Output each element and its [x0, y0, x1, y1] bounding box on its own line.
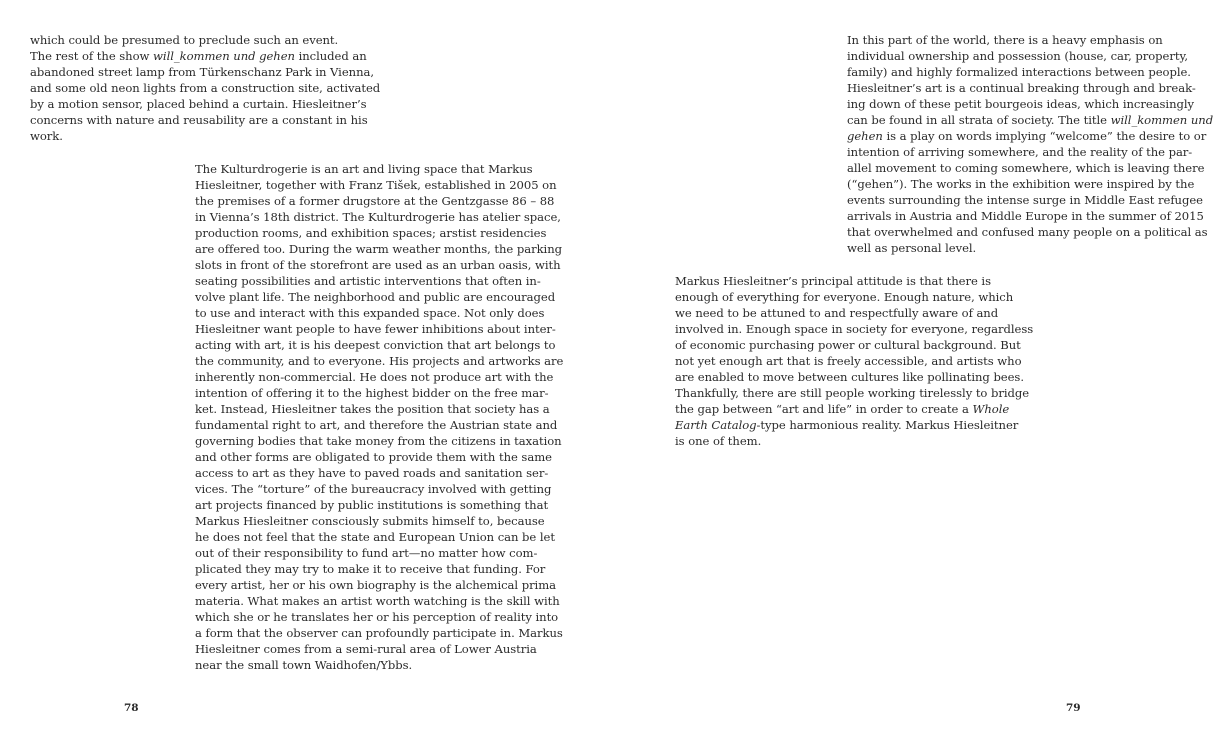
text-line: allel movement to coming somewhere, which is leaving there: [847, 161, 1205, 175]
text-line: Markus Hiesleitner consciously submits himself to, because: [195, 514, 545, 528]
text-line: Hiesleitner want people to have fewer inhibitions about inter-: [195, 322, 556, 336]
show-title-italic: will_kommen und gehen: [153, 49, 295, 63]
text-line: is one of them.: [675, 434, 762, 448]
text-line: [30, 48, 380, 64]
text-line: we need to be attuned to and respectfully aware of and: [675, 306, 999, 320]
text-span: the gap between “art and life” in order to create a: [675, 402, 973, 416]
text-span: can be found in all strata of society. The title: [847, 113, 1111, 127]
text-line: arrivals in Austria and Middle Europe in the summer of 2015: [847, 209, 1204, 223]
left-page: [0, 0, 600, 743]
text-line: plicated they may try to make it to receive that funding. For: [195, 562, 546, 576]
text-line: materia. What makes an artist worth watching is the skill with: [195, 594, 560, 608]
text-line: enough of everything for everyone. Enough nature, which: [675, 290, 1014, 304]
text-line: [675, 401, 1033, 417]
show-title-italic: gehen: [847, 129, 883, 143]
right-main-paragraph: [675, 273, 1033, 449]
text-line: Hiesleitner’s art is a continual breaking through and break-: [847, 81, 1196, 95]
text-line: abandoned street lamp from Türkenschanz Park in Vienna,: [30, 65, 374, 79]
text-line: which could be presumed to preclude such an event.: [30, 33, 339, 47]
text-line: production rooms, and exhibition spaces; arstist residencies: [195, 226, 547, 240]
text-line: which she or he translates her or his perception of reality into: [195, 610, 559, 624]
text-line: art projects financed by public institutions is something that: [195, 498, 549, 512]
text-span: -type harmonious reality. Markus Hiesleitner: [756, 418, 1019, 432]
page-number-left: 78: [124, 702, 139, 714]
text-line: are offered too. During the warm weather months, the parking: [195, 242, 563, 256]
text-line: work.: [30, 129, 63, 143]
text-line: he does not feel that the state and European Union can be let: [195, 530, 555, 544]
text-line: are enabled to move between cultures like pollinating bees.: [675, 370, 1024, 384]
left-main-paragraph: [195, 161, 563, 673]
page-number-right: 79: [1066, 702, 1081, 714]
catalog-title-italic: Whole: [972, 402, 1010, 416]
text-line: Markus Hiesleitner’s principal attitude is that there is: [675, 274, 991, 288]
text-line: events surrounding the intense surge in Middle East refugee: [847, 193, 1203, 207]
text-line: seating possibilities and artistic interventions that often in-: [195, 274, 541, 288]
text-line: Hiesleitner comes from a semi-rural area of Lower Austria: [195, 642, 537, 656]
text-line: involved in. Enough space in society for everyone, regardless: [675, 322, 1034, 336]
text-line: the community, and to everyone. His projects and artworks are: [195, 354, 564, 368]
text-span: included an: [294, 49, 367, 63]
text-line: near the small town Waidhofen/Ybbs.: [195, 658, 413, 672]
text-line: not yet enough art that is freely accessible, and artists who: [675, 354, 1022, 368]
text-line: and other forms are obligated to provide them with the same: [195, 450, 552, 464]
text-line: [675, 417, 1033, 433]
text-line: individual ownership and possession (house, car, property,: [847, 49, 1189, 63]
text-span: is a play on words implying “welcome” the desire to or: [886, 129, 1207, 143]
text-line: volve plant life. The neighborhood and public are encouraged: [195, 290, 556, 304]
text-line: Hiesleitner, together with Franz Tišek, established in 2005 on: [195, 178, 557, 192]
text-line: intention of arriving somewhere, and the reality of the par-: [847, 145, 1193, 159]
text-line: and some old neon lights from a construction site, activated: [30, 81, 381, 95]
text-line: every artist, her or his own biography is the alchemical prima: [195, 578, 557, 592]
text-line: a form that the observer can profoundly participate in. Markus: [195, 626, 563, 640]
left-continuation-paragraph: [30, 32, 380, 144]
text-line: the premises of a former drugstore at the Gentzgasse 86 – 88: [195, 194, 555, 208]
right-page: [600, 0, 1213, 743]
text-span: The rest of the show: [30, 49, 154, 63]
text-line: (“gehen”). The works in the exhibition were inspired by the: [847, 177, 1195, 191]
text-line: vices. The “torture” of the bureaucracy involved with getting: [195, 482, 552, 496]
text-line: inherently non-commercial. He does not produce art with the: [195, 370, 554, 384]
text-line: out of their responsibility to fund art—no matter how com-: [195, 546, 538, 560]
text-line: Thankfully, there are still people working tirelessly to bridge: [675, 386, 1030, 400]
text-line: [847, 128, 1213, 144]
text-line: The Kulturdrogerie is an art and living space that Markus: [195, 162, 533, 176]
text-line: governing bodies that take money from the citizens in taxation: [195, 434, 562, 448]
text-line: [847, 112, 1213, 128]
text-line: ing down of these petit bourgeois ideas, which increasingly: [847, 97, 1195, 111]
text-line: family) and highly formalized interactions between people.: [847, 65, 1191, 79]
text-line: slots in front of the storefront are used as an urban oasis, with: [195, 258, 561, 272]
text-line: In this part of the world, there is a heavy emphasis on: [847, 33, 1163, 47]
text-line: of economic purchasing power or cultural background. But: [675, 338, 1021, 352]
text-line: acting with art, it is his deepest conviction that art belongs to: [195, 338, 556, 352]
text-line: by a motion sensor, placed behind a curtain. Hiesleitner’s: [30, 97, 367, 111]
text-line: intention of offering it to the highest bidder on the free mar-: [195, 386, 549, 400]
text-line: to use and interact with this expanded space. Not only does: [195, 306, 545, 320]
text-line: fundamental right to art, and therefore the Austrian state and: [195, 418, 558, 432]
text-line: well as personal level.: [847, 241, 977, 255]
show-title-italic: will_kommen und: [1110, 113, 1213, 127]
catalog-title-italic: Earth Catalog: [675, 418, 757, 432]
right-top-paragraph: [847, 32, 1213, 256]
text-line: that overwhelmed and confused many people on a political as: [847, 225, 1208, 239]
text-line: access to art as they have to paved roads and sanitation ser-: [195, 466, 549, 480]
text-line: concerns with nature and reusability are a constant in his: [30, 113, 368, 127]
text-line: in Vienna’s 18th district. The Kulturdrogerie has atelier space,: [195, 210, 561, 224]
text-line: ket. Instead, Hiesleitner takes the position that society has a: [195, 402, 550, 416]
